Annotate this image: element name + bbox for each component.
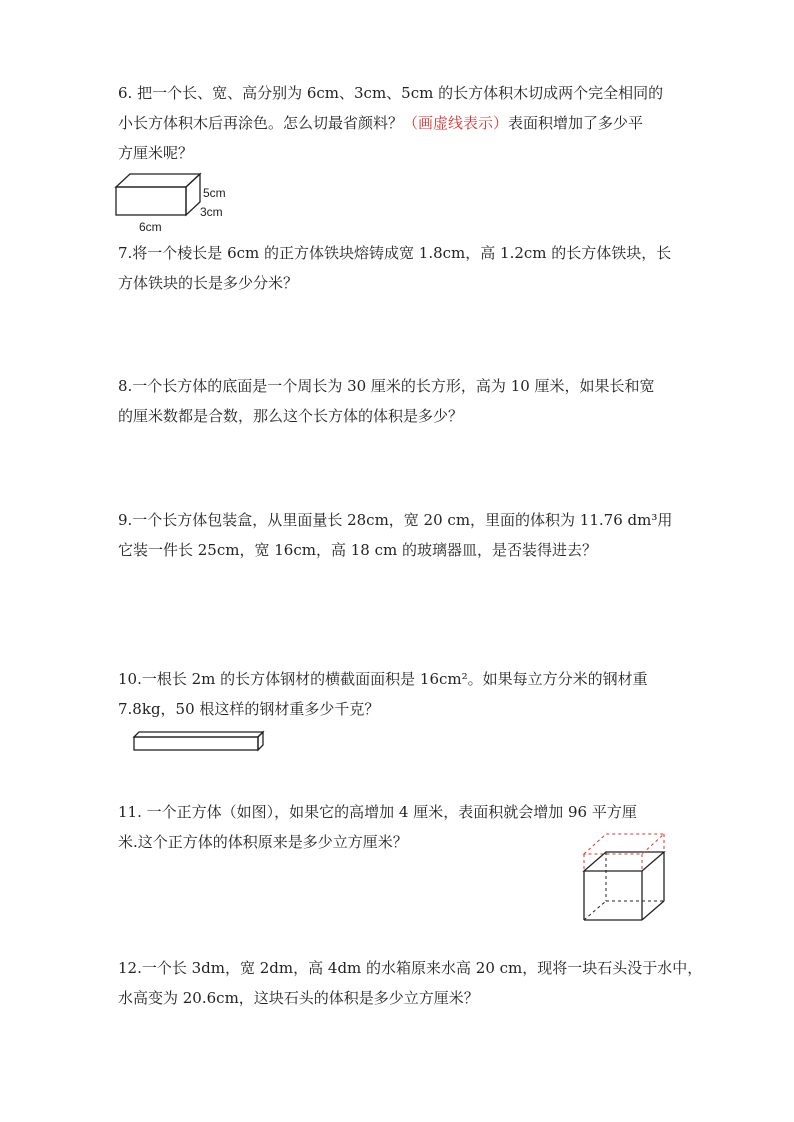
question-6-red-note: （画虚线表示）	[403, 114, 509, 132]
question-12-line-2: 水高变为 20.6cm，这块石头的体积是多少立方厘米？	[118, 989, 479, 1007]
label-length: 6cm	[139, 220, 162, 234]
steel-bar-figure-q10	[130, 728, 268, 754]
question-7	[118, 238, 678, 298]
label-height: 5cm	[203, 186, 226, 200]
question-11-line-1: 11. 一个正方体（如图），如果它的高增加 4 厘米，表面积就会增加 96 平方厘	[118, 803, 637, 821]
question-10	[118, 664, 678, 724]
question-6-line-2-tail: 表面积增加了多少平	[508, 114, 644, 132]
question-6-line-1: 6. 把一个长、宽、高分别为 6cm、3cm、5cm 的长方体积木切成两个完全相同的	[118, 84, 664, 102]
question-10-line-2: 7.8kg，50 根这样的钢材重多少千克？	[118, 700, 380, 718]
question-9-line-1: 9.一个长方体包装盒，从里面量长 28cm，宽 20 cm，里面的体积为 11.76 dm³用	[118, 511, 673, 529]
cube-figure-q11	[578, 826, 670, 924]
question-9	[118, 505, 678, 565]
question-8-line-2: 的厘米数都是合数，那么这个长方体的体积是多少？	[118, 407, 464, 425]
cuboid-front-face	[116, 187, 186, 215]
question-10-line-1: 10.一根长 2m 的长方体钢材的横截面面积是 16cm²。如果每立方分米的钢材重	[118, 670, 648, 688]
question-8-line-1: 8.一个长方体的底面是一个周长为 30 厘米的长方形，高为 10 厘米，如果长和宽	[118, 377, 655, 395]
question-11-line-2: 米.这个正方体的体积原来是多少立方厘米？	[118, 833, 408, 851]
added-height-top-face	[584, 834, 664, 854]
bar-front-face	[134, 737, 258, 750]
question-12	[118, 953, 703, 1013]
label-width: 3cm	[200, 205, 223, 219]
question-7-line-1: 7.将一个棱长是 6cm 的正方体铁块熔铸成宽 1.8cm，高 1.2cm 的长方体铁块，长	[118, 244, 672, 262]
question-12-line-1: 12.一个长 3dm，宽 2dm，高 4dm 的水箱原来水高 20 cm，现将一块石头没于水中，	[118, 959, 703, 977]
question-6	[118, 78, 678, 168]
question-8	[118, 371, 678, 431]
cube-hidden-left-edge	[584, 901, 606, 920]
cuboid-side-face	[186, 174, 200, 215]
question-7-line-2: 方体铁块的长是多少分米？	[118, 274, 299, 292]
question-6-line-2-text: 小长方体积木后再涂色。怎么切最省颜料？	[118, 114, 404, 132]
question-9-line-2: 它装一件长 25cm，宽 16cm，高 18 cm 的玻璃器皿，是否装得进去？	[118, 541, 597, 559]
bar-top-face	[134, 732, 263, 737]
question-6-line-2	[118, 108, 678, 138]
cube-top-face	[584, 852, 664, 871]
cube-bottom-right-edge	[642, 901, 664, 920]
bar-end-face	[258, 732, 263, 750]
question-6-line-3: 方厘米呢？	[118, 144, 194, 162]
cuboid-figure-q6	[112, 170, 242, 236]
